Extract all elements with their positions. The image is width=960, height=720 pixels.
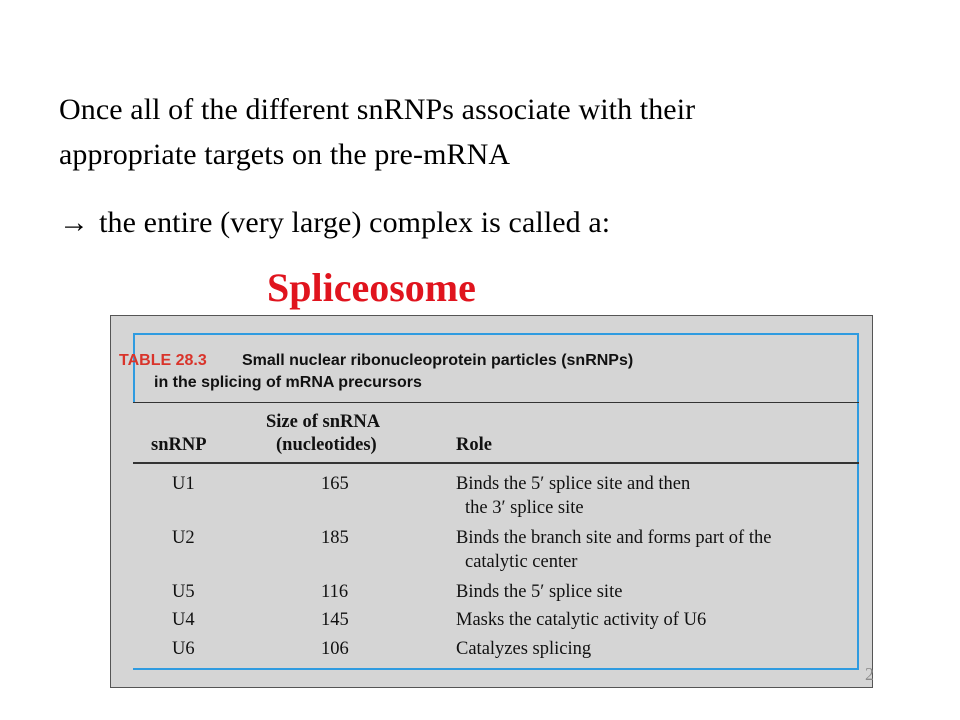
snrnp-table-figure bbox=[110, 315, 873, 688]
table-number: TABLE 28.3 bbox=[119, 352, 207, 369]
slide-title-spliceosome: Spliceosome bbox=[267, 265, 476, 310]
column-header-size-line-2: (nucleotides) bbox=[276, 435, 377, 455]
column-header-size-line-1: Size of snRNA bbox=[266, 412, 381, 432]
cell-snrnp: U1 bbox=[172, 474, 195, 494]
cell-role: Catalyzes splicing bbox=[456, 639, 592, 659]
cell-size: 106 bbox=[321, 639, 349, 659]
cell-role: Binds the 5′ splice site bbox=[456, 582, 623, 602]
table-header-rule-bottom bbox=[133, 462, 859, 464]
cell-size: 145 bbox=[321, 610, 349, 630]
column-header-snrnp: snRNP bbox=[151, 435, 207, 455]
column-header-role: Role bbox=[456, 435, 492, 455]
cell-snrnp: U2 bbox=[172, 528, 195, 548]
cell-size: 165 bbox=[321, 474, 349, 494]
conclusion-text bbox=[59, 205, 610, 241]
cell-role: Binds the 5′ splice site and then bbox=[456, 474, 691, 494]
cell-role: Masks the catalytic activity of U6 bbox=[456, 610, 707, 630]
table-border-right bbox=[857, 333, 859, 670]
table-caption-line-2: in the splicing of mRNA precursors bbox=[154, 374, 422, 391]
right-arrow-icon: → bbox=[59, 206, 90, 239]
cell-role-continued: catalytic center bbox=[465, 552, 578, 572]
cell-snrnp: U6 bbox=[172, 639, 195, 659]
cell-snrnp: U5 bbox=[172, 582, 195, 602]
table-border-bottom bbox=[133, 668, 859, 670]
cell-role-continued: the 3′ splice site bbox=[465, 498, 584, 518]
table-caption-line-1: Small nuclear ribonucleoprotein particles (snRNPs) bbox=[242, 352, 634, 369]
slide-page-number: 2 bbox=[865, 664, 874, 684]
cell-snrnp: U4 bbox=[172, 610, 195, 630]
cell-size: 116 bbox=[321, 582, 349, 602]
cell-role: Binds the branch site and forms part of the bbox=[456, 528, 772, 548]
intro-text-line-1: Once all of the different snRNPs associate with their bbox=[59, 93, 696, 126]
table-header-rule-top bbox=[133, 402, 859, 403]
conclusion-text-body: the entire (very large) complex is called a: bbox=[99, 206, 611, 239]
intro-text-line-2: appropriate targets on the pre-mRNA bbox=[59, 138, 511, 171]
table-border-top bbox=[133, 333, 859, 335]
cell-size: 185 bbox=[321, 528, 349, 548]
